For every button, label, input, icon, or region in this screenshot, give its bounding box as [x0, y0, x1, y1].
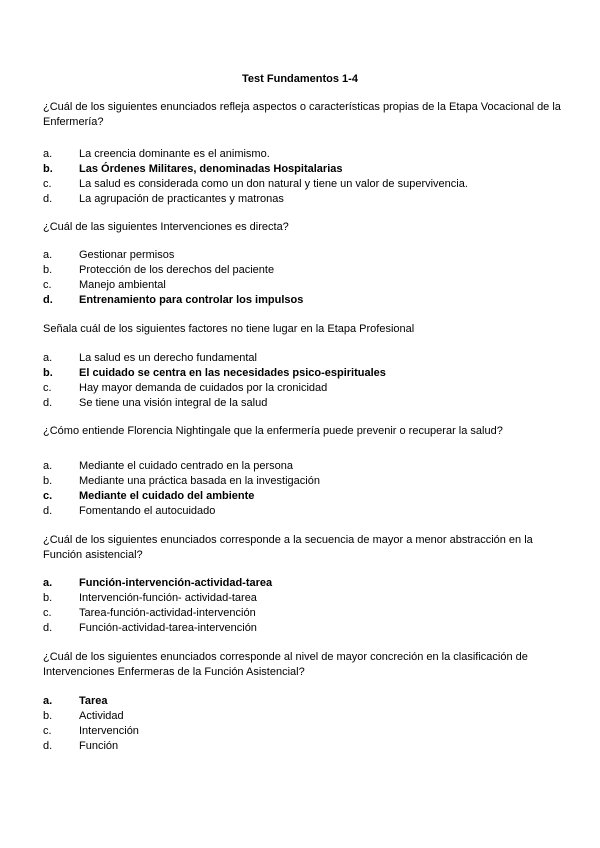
answer-option — [43, 576, 563, 590]
option-letter: d. — [43, 505, 53, 517]
answer-option — [43, 459, 563, 473]
option-letter: c. — [43, 279, 52, 291]
page-title: Test Fundamentos 1-4 — [242, 73, 358, 85]
option-letter: d. — [43, 740, 53, 752]
option-text: Hay mayor demanda de cuidados por la cronicidad — [79, 382, 328, 394]
option-letter: c. — [43, 382, 52, 394]
answer-option — [43, 351, 563, 365]
answer-option — [43, 591, 563, 605]
option-text: La creencia dominante es el animismo. — [79, 148, 270, 160]
answer-option — [43, 147, 563, 161]
option-text: Se tiene una visión integral de la salud — [79, 397, 268, 409]
answer-option — [43, 293, 563, 307]
option-letter: c. — [43, 725, 52, 737]
option-letter: a. — [43, 352, 53, 364]
answer-option — [43, 621, 563, 635]
answer-option — [43, 739, 563, 753]
option-letter: a. — [43, 695, 53, 707]
option-letter: d. — [43, 193, 53, 205]
answer-option — [43, 489, 563, 503]
option-letter: d. — [43, 294, 53, 306]
option-letter: c. — [43, 178, 52, 190]
answer-option — [43, 366, 563, 380]
option-text: Actividad — [79, 710, 124, 722]
answer-option — [43, 474, 563, 488]
answer-option — [43, 192, 563, 206]
question-text: ¿Cuál de los siguientes enunciados corresponde al nivel de mayor concreción en la clasificación de Intervenciones Enfermeras de la Función Asistencial? — [43, 651, 528, 678]
option-text: Gestionar permisos — [79, 249, 175, 261]
option-text: Tarea — [79, 695, 108, 707]
answer-option — [43, 709, 563, 723]
option-letter: a. — [43, 460, 53, 472]
option-text: El cuidado se centra en las necesidades psico-espirituales — [79, 367, 386, 379]
option-text: Intervención-función- actividad-tarea — [79, 592, 257, 604]
answer-option — [43, 381, 563, 395]
option-letter: c. — [43, 607, 52, 619]
question-text: ¿Cómo entiende Florencia Nightingale que la enfermería puede prevenir o recuperar la salud? — [43, 425, 503, 437]
answer-option — [43, 724, 563, 738]
answer-option — [43, 177, 563, 191]
option-text: Intervención — [79, 725, 139, 737]
option-text: Función-actividad-tarea-intervención — [79, 622, 257, 634]
answer-option — [43, 504, 563, 518]
option-text: La salud es considerada como un don natural y tiene un valor de supervivencia. — [79, 178, 468, 190]
option-letter: a. — [43, 148, 53, 160]
option-text: Tarea-función-actividad-intervención — [79, 607, 256, 619]
option-letter: b. — [43, 710, 53, 722]
option-letter: b. — [43, 367, 53, 379]
option-letter: d. — [43, 397, 53, 409]
option-text: Función-intervención-actividad-tarea — [79, 577, 273, 589]
option-text: La agrupación de practicantes y matronas — [79, 193, 284, 205]
option-letter: b. — [43, 264, 53, 276]
option-letter: c. — [43, 490, 53, 502]
option-letter: a. — [43, 577, 53, 589]
question-text: Señala cuál de los siguientes factores no tiene lugar en la Etapa Profesional — [43, 323, 415, 335]
option-letter: d. — [43, 622, 53, 634]
option-text: Las Órdenes Militares, denominadas Hospitalarias — [79, 163, 343, 175]
answer-option — [43, 396, 563, 410]
option-text: Mediante una práctica basada en la investigación — [79, 475, 320, 487]
answer-option — [43, 278, 563, 292]
option-text: Fomentando el autocuidado — [79, 505, 216, 517]
option-letter: b. — [43, 592, 53, 604]
answer-option — [43, 263, 563, 277]
option-text: Mediante el cuidado del ambiente — [79, 490, 255, 502]
option-text: Función — [79, 740, 119, 752]
question-text: ¿Cuál de las siguientes Intervenciones es directa? — [43, 221, 289, 233]
option-letter: a. — [43, 249, 53, 261]
option-text: Protección de los derechos del paciente — [79, 264, 275, 276]
question-text: ¿Cuál de los siguientes enunciados corresponde a la secuencia de mayor a menor abstracción en la Función asistencial? — [43, 534, 533, 561]
option-text: Mediante el cuidado centrado en la persona — [79, 460, 294, 472]
answer-option — [43, 248, 563, 262]
answer-option — [43, 606, 563, 620]
answer-option — [43, 694, 563, 708]
option-text: La salud es un derecho fundamental — [79, 352, 257, 364]
option-letter: b. — [43, 475, 53, 487]
answer-option — [43, 162, 563, 176]
option-letter: b. — [43, 163, 53, 175]
option-text: Manejo ambiental — [79, 279, 166, 291]
option-text: Entrenamiento para controlar los impulsos — [79, 294, 304, 306]
question-text: ¿Cuál de los siguientes enunciados refleja aspectos o características propias de la Etapa Vocacional de la Enfermería? — [43, 101, 561, 128]
